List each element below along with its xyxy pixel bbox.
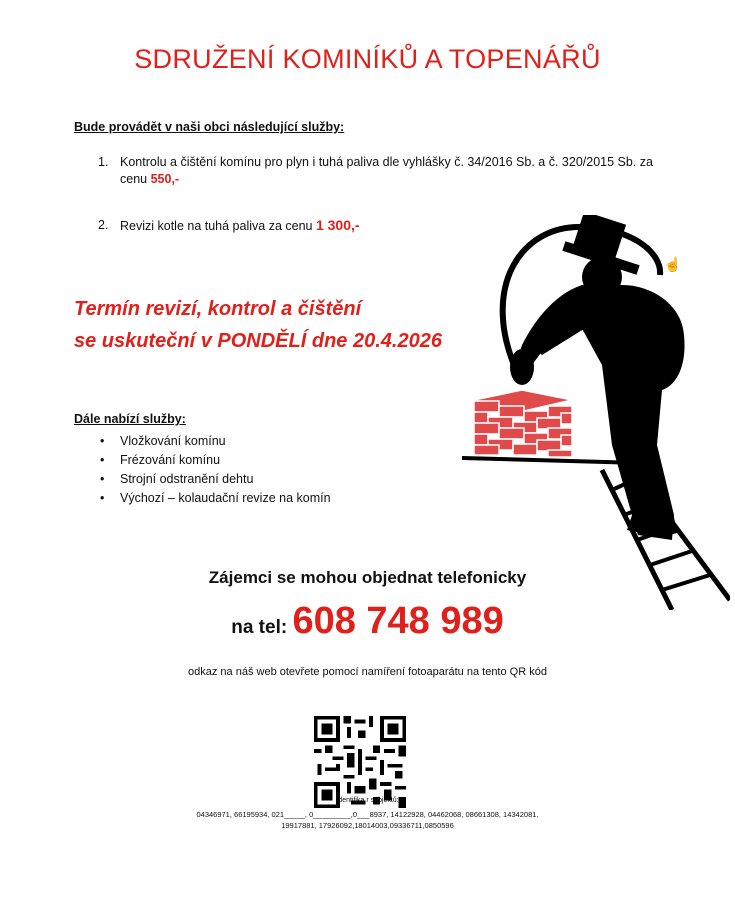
list-item-label: Výchozí – kolaudační revize na komín bbox=[120, 491, 331, 505]
service-number: 2. bbox=[98, 218, 109, 232]
service-price: 550,- bbox=[150, 172, 180, 186]
qr-code-icon[interactable] bbox=[314, 716, 406, 808]
identification-numbers: 04346971, 66195934, 021_____, 0_________,0___8937, 14122928, 04462068, 08661308, 14342081, 19917881, 17926092,18014003,09336711,0850596 bbox=[196, 810, 539, 830]
list-item bbox=[98, 432, 331, 451]
service-price: 1 300,- bbox=[315, 217, 360, 233]
qr-instruction: odkaz na náš web otevřete pomocí namíření fotoaparátu na tento QR kód bbox=[188, 666, 547, 678]
list-item bbox=[98, 489, 331, 508]
list-item-label: Vložkování komínu bbox=[120, 434, 226, 448]
services-intro: Bude provádět v naši obci následující služby: bbox=[74, 120, 345, 134]
appointment-date-notice bbox=[74, 293, 442, 357]
bullet: • bbox=[100, 491, 105, 505]
list-item bbox=[98, 470, 331, 489]
phone-label: na tel: bbox=[231, 617, 293, 638]
identification-label: Identifika r subjektů: bbox=[336, 797, 399, 804]
bullet: • bbox=[100, 434, 105, 448]
service-text bbox=[120, 154, 658, 188]
service-description: Revizi kotle na tuhá paliva za cenu bbox=[120, 219, 316, 233]
chimney-sweep-silhouette-icon bbox=[462, 215, 730, 610]
list-item-label: Frézování komínu bbox=[120, 453, 221, 467]
notice-line-2: se uskuteční v PONDĚLÍ dne 20.4.2026 bbox=[74, 330, 442, 352]
order-by-phone-heading: Zájemci se mohou objednat telefonicky bbox=[208, 568, 527, 587]
bullet: • bbox=[100, 453, 105, 467]
bullet: • bbox=[100, 472, 105, 486]
list-item-label: Strojní odstranění dehtu bbox=[120, 472, 254, 486]
notice-line-1: Termín revizí, kontrol a čištění bbox=[74, 298, 362, 320]
more-services-list bbox=[98, 432, 331, 508]
page-title: SDRUŽENÍ KOMINÍKŮ A TOPENÁŘŮ bbox=[134, 44, 601, 74]
service-description: Kontrolu a čištění komínu pro plyn i tuhá paliva dle vyhlášky č. 34/2016 Sb. a č. 320/2015 Sb. za cenu bbox=[120, 155, 653, 186]
list-item bbox=[98, 451, 331, 470]
service-item-1 bbox=[98, 154, 658, 188]
service-number: 1. bbox=[98, 155, 109, 169]
more-services-heading: Dále nabízí služby: bbox=[74, 412, 186, 426]
phone-number[interactable]: 608 748 989 bbox=[292, 600, 504, 642]
hand-cursor-icon: ☝ bbox=[664, 256, 682, 272]
phone-row bbox=[0, 600, 735, 643]
